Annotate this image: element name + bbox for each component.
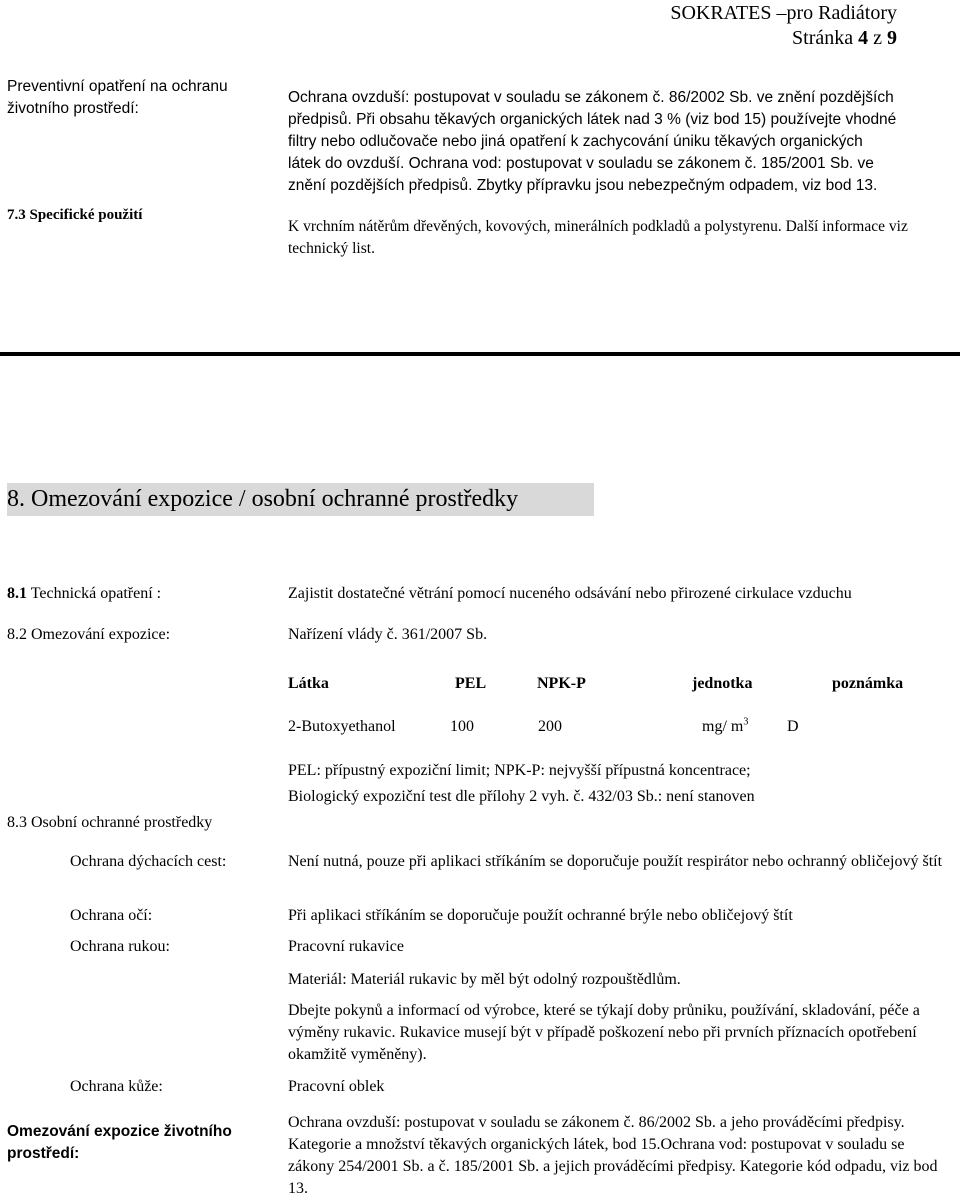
table-header-note: poznámka: [832, 675, 904, 692]
table-cell-unit-text: mg/ m: [702, 718, 744, 735]
table-header-pel: PEL: [455, 675, 487, 692]
technical-measures-label: [7, 583, 161, 605]
skin-protection-label: Ochrana kůže:: [70, 1078, 163, 1095]
table-header-npk: NPK-P: [537, 675, 586, 692]
technical-measures-label-text: Technická opatření :: [27, 585, 162, 602]
exposure-controls-label: 8.2 Omezování expozice:: [7, 626, 171, 643]
specific-use-label: 7.3 Specifické použití: [7, 207, 143, 223]
eye-protection-label: Ochrana očí:: [70, 907, 153, 924]
exposure-controls-text: Nařízení vlády č. 361/2007 Sb.: [288, 626, 488, 643]
page-indicator: [792, 27, 897, 50]
section-8-title: 8. Omezování expozice / osobní ochranné prostředky: [7, 483, 594, 516]
hand-protection-label: Ochrana rukou:: [70, 938, 170, 955]
hand-protection-text: Pracovní rukavice: [288, 938, 404, 955]
env-exposure-label: Omezování expozice životního prostředí:: [7, 1123, 232, 1162]
env-precaution-text-line-5: znění pozdějších předpisů. Zbytky přípravku jsou nebezpečným odpadem, viz bod 13.: [288, 177, 878, 194]
page-prefix: Stránka: [792, 27, 854, 49]
table-header-unit: jednotka: [692, 675, 753, 692]
pel-note-line-1: PEL: přípustný expoziční limit; NPK-P: nejvyšší přípustná koncentrace;: [288, 762, 751, 779]
table-cell-unit: [702, 716, 748, 738]
pel-note-line-2: Biologický expoziční test dle přílohy 2 vyh. č. 432/03 Sb.: není stanoven: [288, 788, 755, 805]
env-exposure-text: Ochrana ovzduší: postupovat v souladu se zákonem č. 86/2002 Sb. a jeho prováděcími předpisy. Kategorie a množství těkavých organických látek, bod 15.Ochrana vod: postupovat v souladu se zákony 254/2001 Sb. a č. 185/2001 Sb. a jejich prováděcími předpisy. Kategorie kód odpadu, viz bod 13.: [288, 1114, 938, 1197]
technical-measures-number: 8.1: [7, 585, 27, 602]
section-divider: [0, 352, 960, 356]
page-separator: z: [873, 27, 882, 49]
table-header-substance: Látka: [288, 675, 329, 692]
respiratory-protection-label: Ochrana dýchacích cest:: [70, 853, 227, 870]
table-cell-note: D: [787, 718, 799, 735]
respiratory-protection-text: Není nutná, pouze při aplikaci stříkáním se doporučuje použít respirátor nebo ochranný obličejový štít: [288, 853, 943, 870]
specific-use-text: K vrchním nátěrům dřevěných, kovových, minerálních podkladů a polystyrenu. Další informace viz technický list.: [288, 218, 908, 257]
hand-protection-material: Materiál: Materiál rukavic by měl být odolný rozpouštědlům.: [288, 971, 681, 988]
env-precaution-text-line-4: látek do ovzduší. Ochrana vod: postupovat v souladu se zákonem č. 185/2001 Sb. ve: [288, 155, 874, 172]
personal-protection-label: 8.3 Osobní ochranné prostředky: [7, 814, 213, 831]
env-precaution-text-line-2: předpisů. Při obsahu těkavých organických látek nad 3 % (viz bod 15) používejte vhodné: [288, 111, 897, 128]
env-precaution-label-line2: životního prostředí:: [7, 100, 139, 117]
eye-protection-text: Při aplikaci stříkáním se doporučuje použít ochranné brýle nebo obličejový štít: [288, 907, 793, 924]
table-cell-npk: 200: [538, 718, 562, 735]
document-title: SOKRATES –pro Radiátory: [670, 2, 897, 24]
page-current: 4: [858, 27, 869, 49]
env-precaution-text-line-3: filtry nebo odlučovače nebo jiná opatření k zachycování úniku těkavých organických: [288, 133, 863, 150]
technical-measures-text: Zajistit dostatečné větrání pomocí nuceného odsávání nebo přirozené cirkulace vzduchu: [288, 585, 852, 602]
table-cell-unit-sup: 3: [743, 716, 749, 728]
hand-protection-instructions: Dbejte pokynů a informací od výrobce, které se týkají doby průniku, používání, skladování, péče a výměny rukavic. Rukavice musejí být v případě poškození nebo při prvních příznacích opotřebení okamžitě vyměněny).: [288, 1002, 920, 1063]
table-cell-pel: 100: [450, 718, 474, 735]
page-total: 9: [887, 27, 897, 49]
env-precaution-text-line-1: Ochrana ovzduší: postupovat v souladu se zákonem č. 86/2002 Sb. ve znění pozdějších: [288, 89, 894, 106]
env-precaution-label-line1: Preventivní opatření na ochranu: [7, 78, 228, 95]
table-cell-substance: 2-Butoxyethanol: [288, 718, 396, 735]
skin-protection-text: Pracovní oblek: [288, 1078, 385, 1095]
